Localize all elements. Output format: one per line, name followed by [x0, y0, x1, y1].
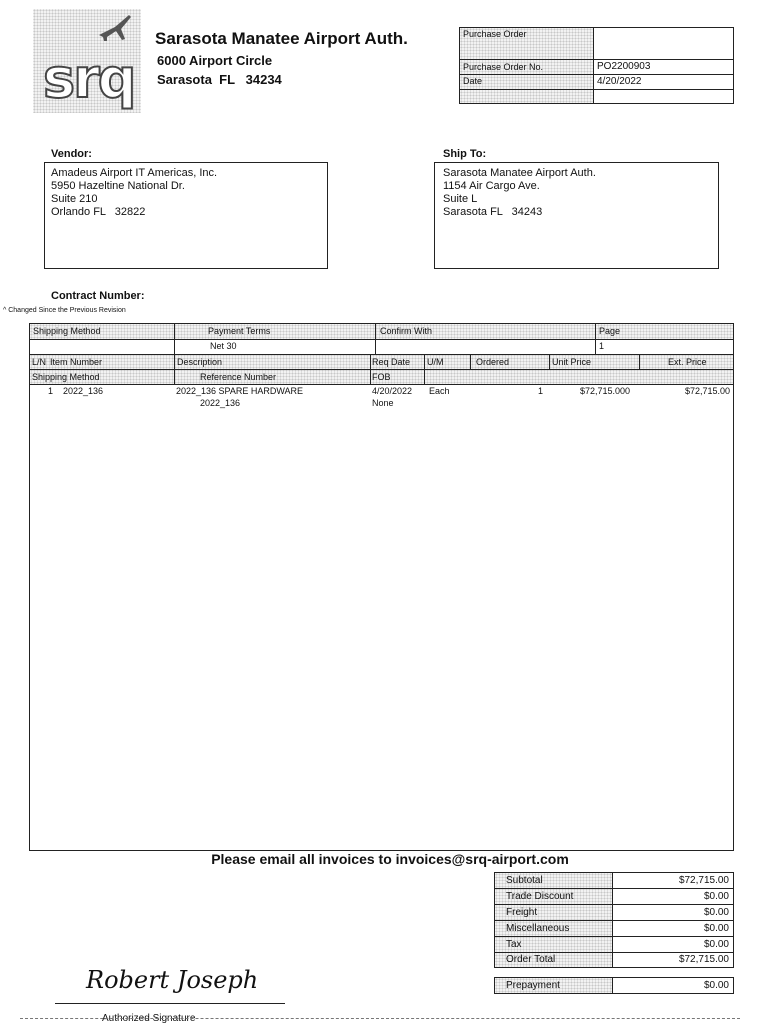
req-date: 4/20/2022	[372, 386, 413, 396]
po-date-label: Date	[463, 76, 483, 86]
item-number: 2022_136	[63, 386, 104, 396]
col-fob: FOB	[372, 372, 391, 382]
subtotal-value: $72,715.00	[678, 875, 729, 886]
reference-number: 2022_136	[200, 398, 241, 408]
description: 2022_136 SPARE HARDWARE	[176, 386, 304, 396]
order-total-label: Order Total	[506, 954, 556, 965]
trade-discount-value: $0.00	[703, 891, 729, 902]
fob: None	[372, 398, 394, 408]
po-title: Purchase Order	[463, 29, 527, 39]
signature-line	[55, 1003, 285, 1004]
order-table	[29, 323, 734, 851]
trade-discount-label: Trade Discount	[506, 891, 574, 902]
airplane-icon	[95, 13, 135, 43]
unit-of-measure: Each	[429, 386, 450, 396]
logo	[33, 9, 141, 113]
vendor-box	[44, 162, 328, 269]
tax-value: $0.00	[703, 939, 729, 950]
contract-label: Contract Number:	[51, 290, 145, 302]
ship-to-box	[434, 162, 719, 269]
vendor-line: Orlando FL 32822	[51, 206, 146, 218]
po-box	[459, 27, 734, 104]
po-number-label: Purchase Order No.	[463, 62, 544, 72]
page-number: 1	[599, 341, 605, 351]
po-date: 4/20/2022	[597, 76, 642, 87]
order-total-value: $72,715.00	[678, 954, 729, 965]
email-note: Please email all invoices to invoices@srq-airport.com	[211, 851, 569, 867]
confirm-with-label: Confirm With	[380, 326, 433, 336]
vendor-label: Vendor:	[51, 148, 92, 160]
company-city: Sarasota FL 34234	[157, 72, 282, 87]
subtotal-label: Subtotal	[506, 875, 543, 886]
col-reference: Reference Number	[200, 372, 277, 382]
totals-box	[494, 872, 734, 968]
ship-to-line: 1154 Air Cargo Ave.	[443, 180, 540, 192]
line-number: 1	[48, 386, 54, 396]
page-bottom-rule	[20, 1018, 740, 1019]
ext-price: $72,715.00	[684, 386, 730, 396]
prepayment-box	[494, 977, 734, 994]
ship-to-label: Ship To:	[443, 148, 487, 160]
col-item: Item Number	[50, 357, 103, 367]
freight-value: $0.00	[703, 907, 729, 918]
table-row	[30, 386, 733, 412]
revision-note: ^ Changed Since the Previous Revision	[3, 307, 126, 314]
signature: Robert Joseph	[86, 966, 259, 994]
freight-label: Freight	[506, 907, 538, 918]
col-ext-price: Ext. Price	[668, 357, 707, 367]
payment-terms-label: Payment Terms	[208, 326, 271, 336]
payment-terms: Net 30	[210, 341, 237, 351]
company-address: 6000 Airport Circle	[157, 53, 273, 68]
ship-to-line: Sarasota FL 34243	[443, 206, 543, 218]
company-name: Sarasota Manatee Airport Auth.	[155, 29, 408, 48]
signature-caption: Authorized Signature	[102, 1013, 196, 1024]
miscellaneous-label: Miscellaneous	[506, 923, 570, 934]
vendor-line: 5950 Hazeltine National Dr.	[51, 180, 185, 192]
vendor-line: Amadeus Airport IT Americas, Inc.	[51, 167, 218, 179]
col-ln: L/N	[32, 357, 47, 367]
tax-label: Tax	[506, 939, 522, 950]
ship-to-line: Sarasota Manatee Airport Auth.	[443, 167, 596, 179]
shipping-method-label: Shipping Method	[33, 326, 101, 336]
unit-price: $72,715.000	[580, 386, 631, 396]
logo-text: srq	[43, 47, 135, 110]
ship-to-line: Suite L	[443, 193, 478, 205]
col-shipping-method: Shipping Method	[32, 372, 100, 382]
prepayment-value: $0.00	[703, 980, 729, 991]
page-label: Page	[599, 326, 621, 336]
prepayment-label: Prepayment	[506, 980, 560, 991]
col-req-date: Req Date	[372, 357, 411, 367]
vendor-line: Suite 210	[51, 193, 98, 205]
miscellaneous-value: $0.00	[703, 923, 729, 934]
col-unit-price: Unit Price	[552, 357, 592, 367]
ordered-qty: 1	[538, 386, 544, 396]
po-number: PO2200903	[597, 61, 651, 72]
col-ordered: Ordered	[476, 357, 510, 367]
col-um: U/M	[427, 357, 444, 367]
col-description: Description	[177, 357, 223, 367]
